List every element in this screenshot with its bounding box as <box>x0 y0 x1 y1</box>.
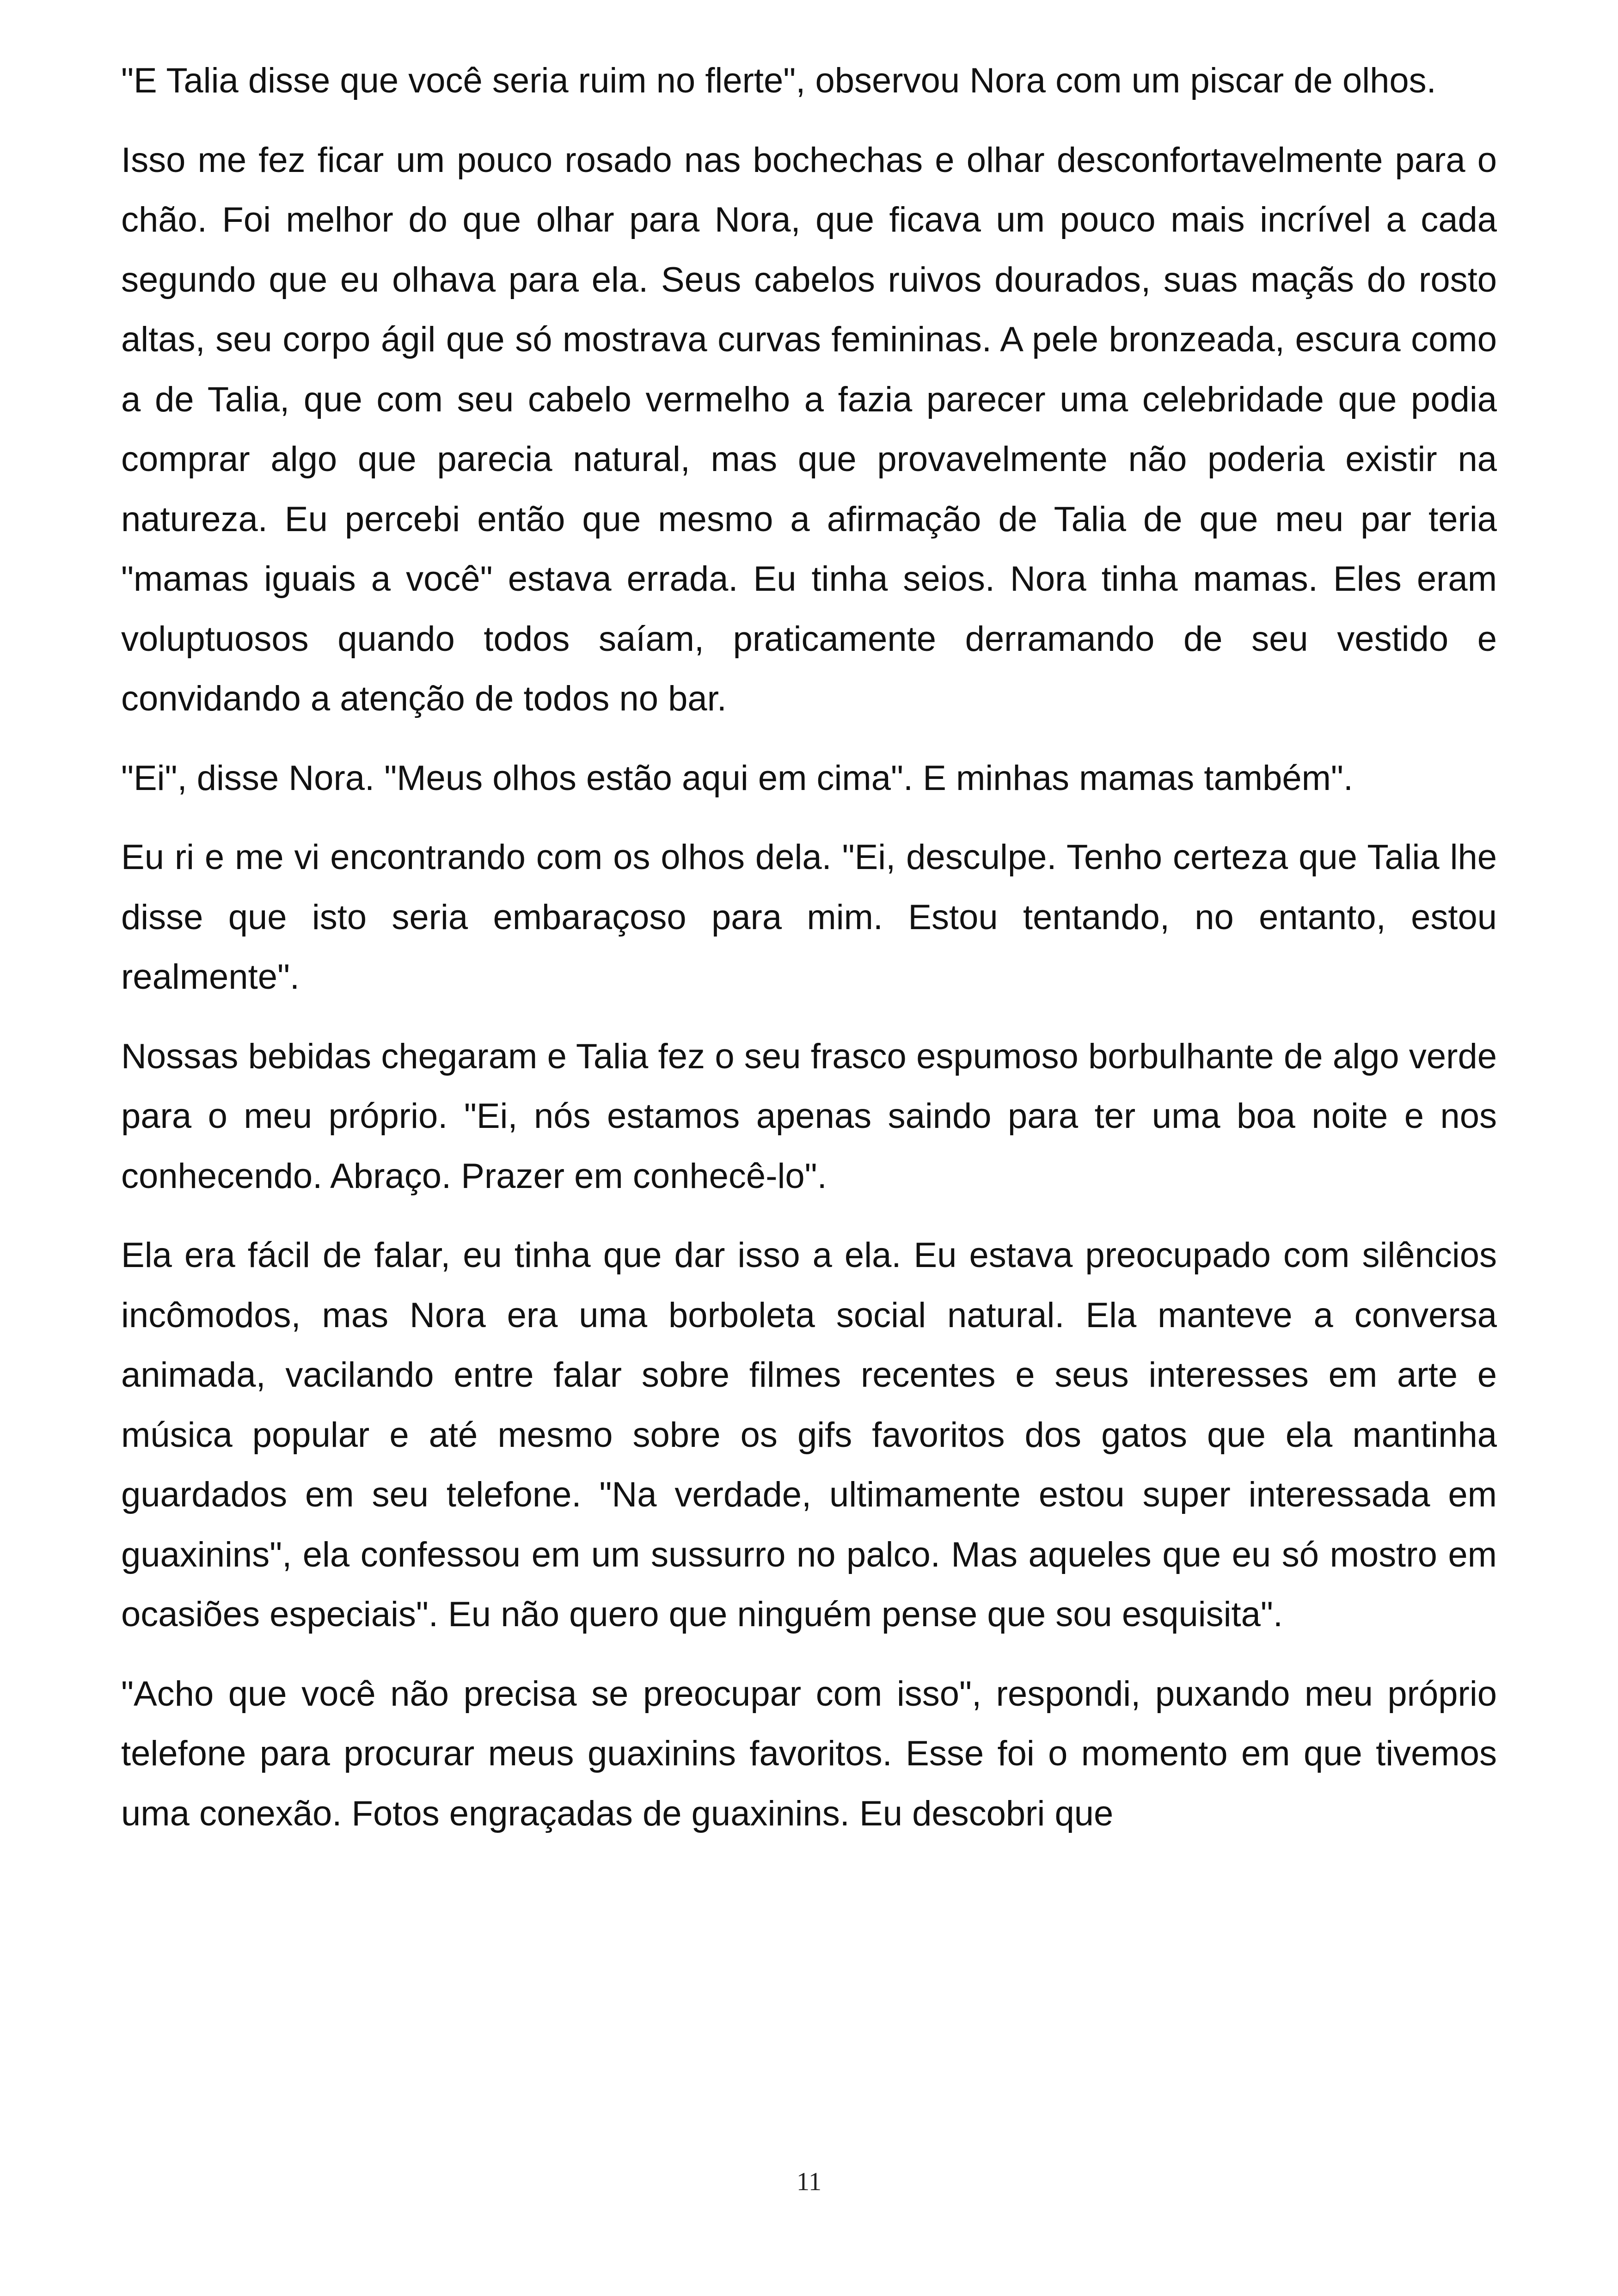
paragraph: Eu ri e me vi encontrando com os olhos dela. "Ei, desculpe. Tenho certeza que Talia lhe disse que isto seria embaraçoso para mim. Estou tentando, no entanto, estou realmente". <box>121 838 1497 997</box>
paragraph: Isso me fez ficar um pouco rosado nas bochechas e olhar desconfortavelmente para o chão. Foi melhor do que olhar para Nora, que ficava um pouco mais incrível a cada segundo que eu olhava para ela. Seus cabelos ruivos dourados, suas maçãs do rosto altas, seu corpo ágil que só mostrava curvas femininas. A pele bronzeada, escura como a de Talia, que com seu cabelo vermelho a fazia parecer uma celebridade que podia comprar algo que parecia natural, mas que provavelmente não poderia existir na natureza. Eu percebi então que mesmo a afirmação de Talia de que meu par teria "mamas iguais a você" estava errada. Eu tinha seios. Nora tinha mamas. Eles eram voluptuosos quando todos saíam, praticamente derramando de seu vestido e convidando a atenção de todos no bar. <box>121 140 1497 718</box>
document-page <box>121 51 1497 1863</box>
page-number: 11 <box>797 2167 821 2196</box>
paragraph: Ela era fácil de falar, eu tinha que dar isso a ela. Eu estava preocupado com silêncios incômodos, mas Nora era uma borboleta social natural. Ela manteve a conversa animada, vacilando entre falar sobre filmes recentes e seus interesses em arte e música popular e até mesmo sobre os gifs favoritos dos gatos que ela mantinha guardados em seu telefone. "Na verdade, ultimamente estou super interessada em guaxinins", ela confessou em um sussurro no palco. Mas aqueles que eu só mostro em ocasiões especiais". Eu não quero que ninguém pense que sou esquisita". <box>121 1236 1497 1634</box>
paragraph: "E Talia disse que você seria ruim no flerte", observou Nora com um piscar de olhos. <box>121 61 1436 100</box>
paragraph: "Ei", disse Nora. "Meus olhos estão aqui em cima". E minhas mamas também". <box>121 758 1354 798</box>
paragraph: Nossas bebidas chegaram e Talia fez o seu frasco espumoso borbulhante de algo verde para o meu próprio. "Ei, nós estamos apenas saindo para ter uma boa noite e nos conhecendo. Abraço. Prazer em conhecê-lo". <box>121 1036 1497 1196</box>
paragraph: "Acho que você não precisa se preocupar com isso", respondi, puxando meu próprio telefone para procurar meus guaxinins favoritos. Esse foi o momento em que tivemos uma conexão. Fotos engraçadas de guaxinins. Eu descobri que <box>121 1674 1497 1833</box>
